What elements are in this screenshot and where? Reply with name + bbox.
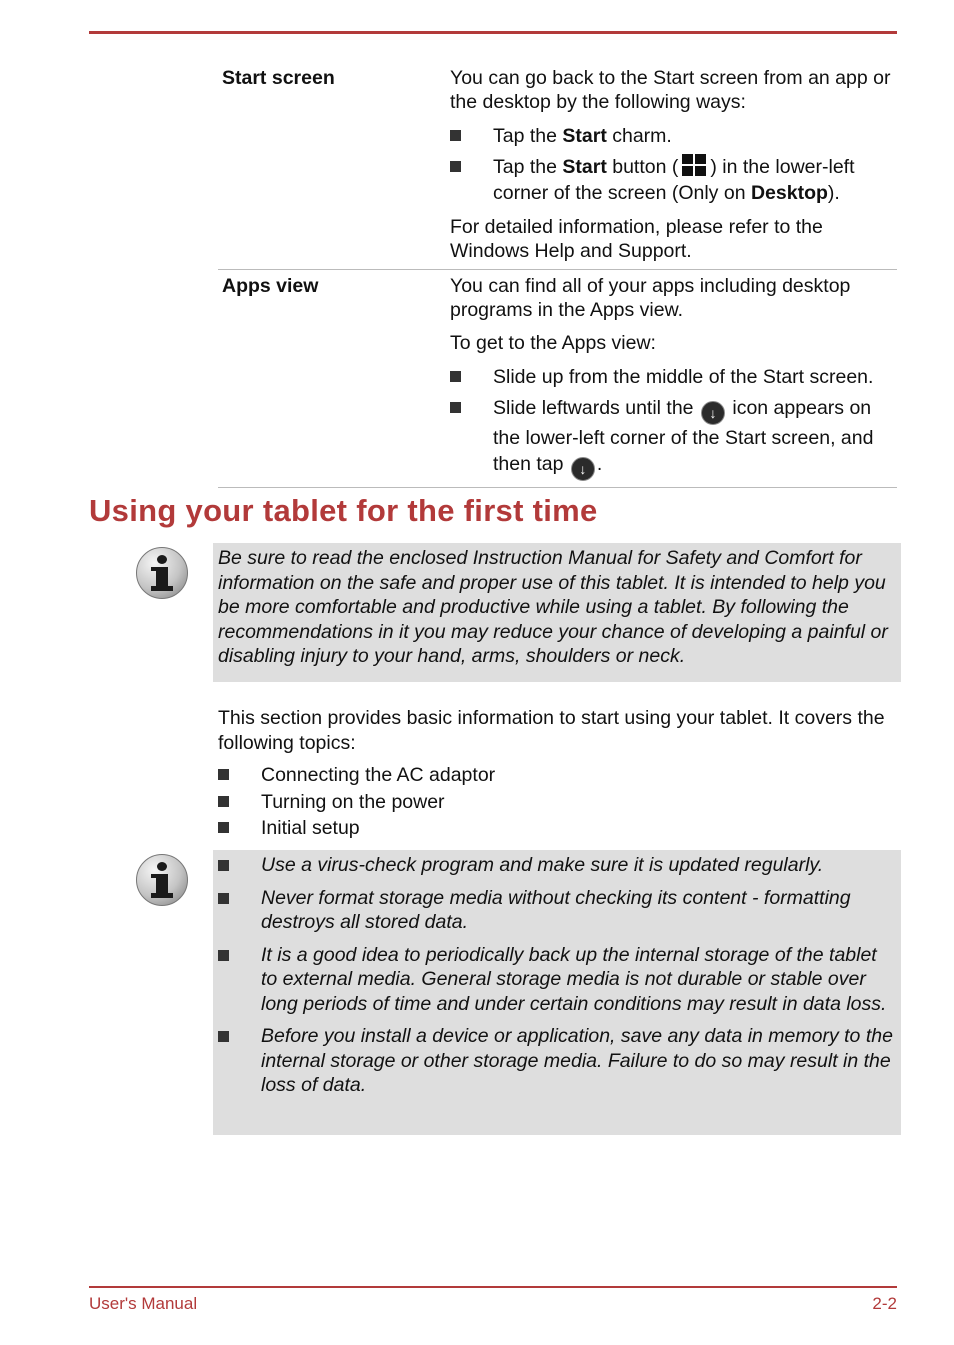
paragraph: For detailed information, please refer to the Windows Help and Support. <box>450 216 823 262</box>
information-icon <box>136 547 188 599</box>
list-item: Turning on the power <box>218 789 898 816</box>
intro-paragraph: This section provides basic information to start using your tablet. It covers the following topics: <box>218 707 885 754</box>
definition-term: Start screen <box>222 67 335 89</box>
square-bullet-icon <box>450 161 461 172</box>
information-icon <box>136 854 188 906</box>
square-bullet-icon <box>218 860 229 871</box>
list-item: Tap the Start button ( ) in the lower-left corner of the screen (Only on Desktop). <box>450 154 897 206</box>
paragraph: To get to the Apps view: <box>450 332 656 354</box>
list-item: Connecting the AC adaptor <box>218 762 898 789</box>
list-item: It is a good idea to periodically back up the internal storage of the tablet to external media. General storage media is not durable or stable over long periods of time and under certain conditions may result in data loss. <box>218 943 897 1017</box>
list-item: Use a virus-check program and make sure it is updated regularly. <box>218 853 897 878</box>
square-bullet-icon <box>218 893 229 904</box>
square-bullet-icon <box>450 402 461 413</box>
list-item: Tap the Start charm. <box>450 123 897 149</box>
footer-rule <box>89 1286 897 1288</box>
paragraph: You can find all of your apps including desktop programs in the Apps view. <box>450 275 851 321</box>
down-arrow-circle-icon: ↓ <box>701 401 725 425</box>
section-heading: Using your tablet for the first time <box>89 493 598 528</box>
safety-note <box>213 543 901 682</box>
down-arrow-circle-icon: ↓ <box>571 457 595 481</box>
definition-description <box>450 274 897 481</box>
list-item: Never format storage media without checking its content - formatting destroys all stored data. <box>218 886 897 935</box>
square-bullet-icon <box>450 130 461 141</box>
note-text: Be sure to read the enclosed Instruction Manual for Safety and Comfort for information on the safe and proper use of this tablet. It is intended to help you be more comfortable and productive while using a tablet. By following the recommendations in it you may reduce your chance of developing a painful or disabling injury to your hand, arms, shoulders or neck. <box>218 547 888 667</box>
list-item: Slide up from the middle of the Start screen. <box>450 364 897 390</box>
list-item: Before you install a device or application, save any data in memory to the internal storage or other storage media. Failure to do so may result in the loss of data. <box>218 1024 897 1098</box>
list-item: Initial setup <box>218 815 898 842</box>
square-bullet-icon <box>218 796 229 807</box>
bullet-list <box>450 364 897 481</box>
definition-row-apps-view <box>218 270 897 488</box>
square-bullet-icon <box>218 950 229 961</box>
definition-description <box>450 66 897 263</box>
header-rule <box>89 31 897 34</box>
data-safety-note <box>213 850 901 1135</box>
square-bullet-icon <box>218 822 229 833</box>
definition-table <box>218 62 897 488</box>
square-bullet-icon <box>450 371 461 382</box>
square-bullet-icon <box>218 769 229 780</box>
windows-logo-icon <box>682 154 706 176</box>
page-number: 2-2 <box>872 1294 897 1313</box>
note-list <box>218 853 897 1098</box>
square-bullet-icon <box>218 1031 229 1042</box>
footer-title: User's Manual <box>89 1294 198 1313</box>
topics-list <box>218 762 898 842</box>
paragraph: You can go back to the Start screen from an app or the desktop by the following ways: <box>450 67 891 113</box>
bullet-list <box>450 123 897 206</box>
definition-term: Apps view <box>222 275 319 297</box>
list-item: Slide leftwards until the ↓ icon appears on the lower-left corner of the Start screen, and then tap ↓ . <box>450 395 897 481</box>
definition-row-start-screen <box>218 62 897 270</box>
